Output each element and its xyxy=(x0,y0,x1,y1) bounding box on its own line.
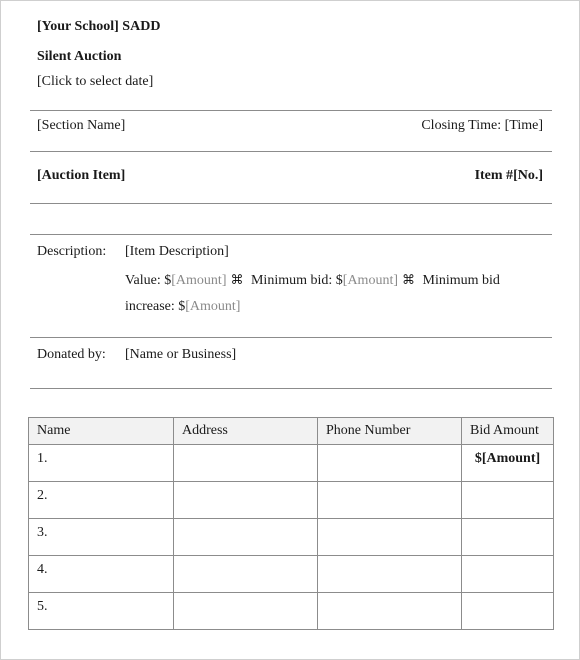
closing-time-value[interactable]: [Time] xyxy=(504,118,543,133)
divider xyxy=(30,337,552,338)
bidder-address-cell[interactable] xyxy=(174,482,318,519)
bid-amount-cell[interactable] xyxy=(462,593,554,630)
divider xyxy=(30,234,552,235)
increase-line xyxy=(125,298,240,316)
donated-by-label: Donated by: xyxy=(37,347,106,362)
column-header-bid-amount: Bid Amount xyxy=(462,418,554,445)
table-row xyxy=(29,445,554,482)
bidder-phone-cell[interactable] xyxy=(318,519,462,556)
bidder-phone-cell[interactable] xyxy=(318,593,462,630)
column-header-address: Address xyxy=(174,418,318,445)
item-number xyxy=(475,167,543,185)
min-bid-amount[interactable]: [Amount] xyxy=(342,273,398,288)
donor-name[interactable]: [Name or Business] xyxy=(125,347,237,362)
bidder-address-cell[interactable] xyxy=(174,445,318,482)
bidder-phone-cell[interactable] xyxy=(318,482,462,519)
bidder-phone-cell[interactable] xyxy=(318,445,462,482)
table-row xyxy=(29,593,554,630)
event-title[interactable]: Silent Auction xyxy=(37,49,122,64)
value-amount[interactable]: [Amount] xyxy=(171,273,227,288)
min-increase-amount[interactable]: [Amount] xyxy=(185,299,241,314)
column-header-name: Name xyxy=(29,418,174,445)
divider xyxy=(30,203,552,204)
date-picker[interactable]: [Click to select date] xyxy=(37,74,154,89)
bidder-address-cell[interactable] xyxy=(174,519,318,556)
table-row xyxy=(29,482,554,519)
bid-amount-cell[interactable] xyxy=(462,482,554,519)
bid-amount-cell[interactable] xyxy=(462,556,554,593)
value-label: Value: $ xyxy=(125,273,172,288)
bid-table-header xyxy=(29,418,554,445)
bid-amount-cell[interactable] xyxy=(462,519,554,556)
bidder-name-cell[interactable]: 3. xyxy=(29,519,174,556)
item-number-value[interactable]: [No.] xyxy=(513,168,543,183)
item-description[interactable]: [Item Description] xyxy=(125,244,229,259)
divider xyxy=(30,151,552,152)
item-number-label: Item # xyxy=(474,168,514,183)
bid-table xyxy=(28,417,554,630)
bidder-name-cell[interactable]: 5. xyxy=(29,593,174,630)
bidder-name-cell[interactable]: 1. xyxy=(29,445,174,482)
separator-icon: ⌘ xyxy=(230,273,244,288)
bidder-address-cell[interactable] xyxy=(174,593,318,630)
section-name[interactable]: [Section Name] xyxy=(37,118,126,133)
separator-icon: ⌘ xyxy=(402,273,415,288)
closing-time xyxy=(421,117,543,135)
table-row xyxy=(29,519,554,556)
bidder-phone-cell[interactable] xyxy=(318,556,462,593)
school-name[interactable]: [Your School] SADD xyxy=(37,19,161,34)
closing-time-label: Closing Time: xyxy=(421,118,502,133)
min-increase-label-cont: increase: $ xyxy=(125,299,186,314)
min-increase-label: Minimum bid xyxy=(422,273,500,288)
table-row xyxy=(29,556,554,593)
value-line xyxy=(125,272,500,290)
min-bid-label: Minimum bid: $ xyxy=(250,273,343,288)
auction-item-name[interactable]: [Auction Item] xyxy=(37,168,126,183)
description-label: Description: xyxy=(37,244,107,259)
divider xyxy=(30,110,552,111)
column-header-phone: Phone Number xyxy=(318,418,462,445)
bidder-name-cell[interactable]: 4. xyxy=(29,556,174,593)
bidder-address-cell[interactable] xyxy=(174,556,318,593)
bid-amount-cell[interactable]: $[Amount] xyxy=(462,445,554,482)
divider xyxy=(30,388,552,389)
bidder-name-cell[interactable]: 2. xyxy=(29,482,174,519)
